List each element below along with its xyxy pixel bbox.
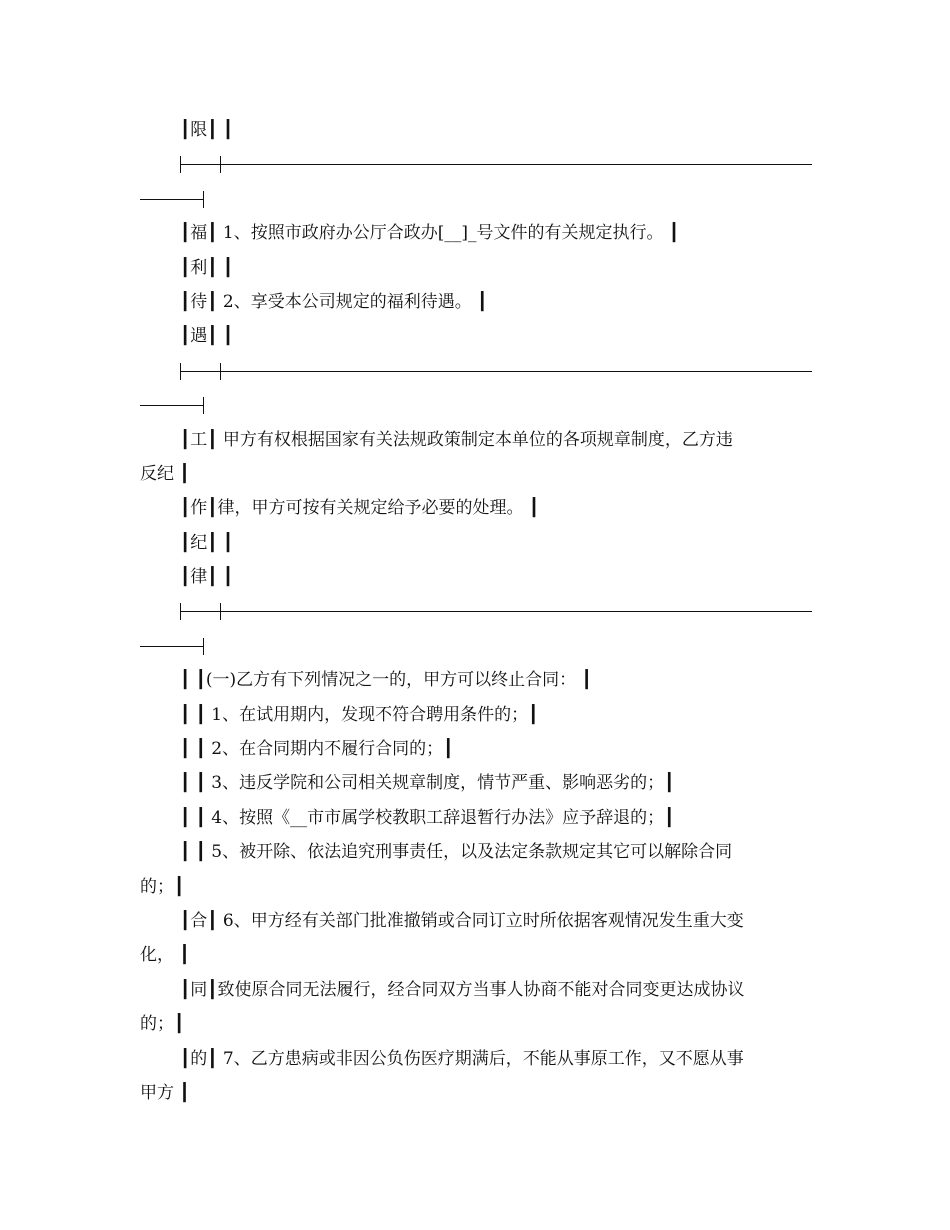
text-line: ┃ ┃ 2、在合同期内不履行合同的；┃	[180, 739, 454, 760]
document-body	[140, 113, 812, 1110]
text-line: 甲方 ┃	[140, 1082, 190, 1103]
table-rule-continuation	[140, 388, 812, 422]
text-line: 反纪 ┃	[140, 463, 190, 484]
text-line: ┃限┃ ┃	[180, 120, 234, 140]
table-rule	[140, 147, 812, 181]
text-line: ┃利┃ ┃	[180, 257, 234, 278]
table-rule	[140, 354, 812, 388]
text-line: ┃ ┃ 4、按照《__市市属学校教职工辞退暂行办法》应予辞退的；┃	[180, 807, 675, 828]
text-line: ┃纪┃ ┃	[180, 532, 234, 553]
text-line: 的；┃	[140, 1014, 185, 1035]
text-line: ┃同┃致使原合同无法履行，经合同双方当事人协商不能对合同变更达成协议	[180, 979, 745, 1000]
text-line: ┃合┃ 6、甲方经有关部门批准撤销或合同订立时所依据客观情况发生重大变	[180, 910, 744, 931]
text-line: ┃作┃律，甲方可按有关规定给予必要的处理。 ┃	[180, 498, 540, 519]
table-rule-continuation	[140, 182, 812, 216]
text-line: ┃ ┃ 5、被开除、依法追究刑事责任，以及法定条款规定其它可以解除合同	[180, 842, 733, 863]
text-line: ┃福┃ 1、按照市政府办公厅合政办[__]_号文件的有关规定执行。 ┃	[180, 223, 680, 244]
text-line: 化， ┃	[140, 945, 190, 966]
text-line: ┃ ┃(一)乙方有下列情况之一的，甲方可以终止合同： ┃	[180, 670, 592, 691]
text-line: 的；┃	[140, 876, 185, 897]
text-line: ┃ ┃ 3、违反学院和公司相关规章制度，情节严重、影响恶劣的；┃	[180, 773, 675, 794]
text-line: ┃待┃ 2、享受本公司规定的福利待遇。 ┃	[180, 291, 488, 312]
table-rule-continuation	[140, 629, 812, 663]
text-line: ┃工┃ 甲方有权根据国家有关法规政策制定本单位的各项规章制度，乙方违	[180, 429, 733, 450]
table-rule	[140, 594, 812, 628]
text-line: ┃ ┃ 1、在试用期内，发现不符合聘用条件的；┃	[180, 704, 539, 725]
text-line: ┃遇┃ ┃	[180, 326, 234, 347]
text-line: ┃的┃ 7、乙方患病或非因公负伤医疗期满后，不能从事原工作，又不愿从事	[180, 1048, 744, 1069]
text-line: ┃律┃ ┃	[180, 567, 234, 588]
